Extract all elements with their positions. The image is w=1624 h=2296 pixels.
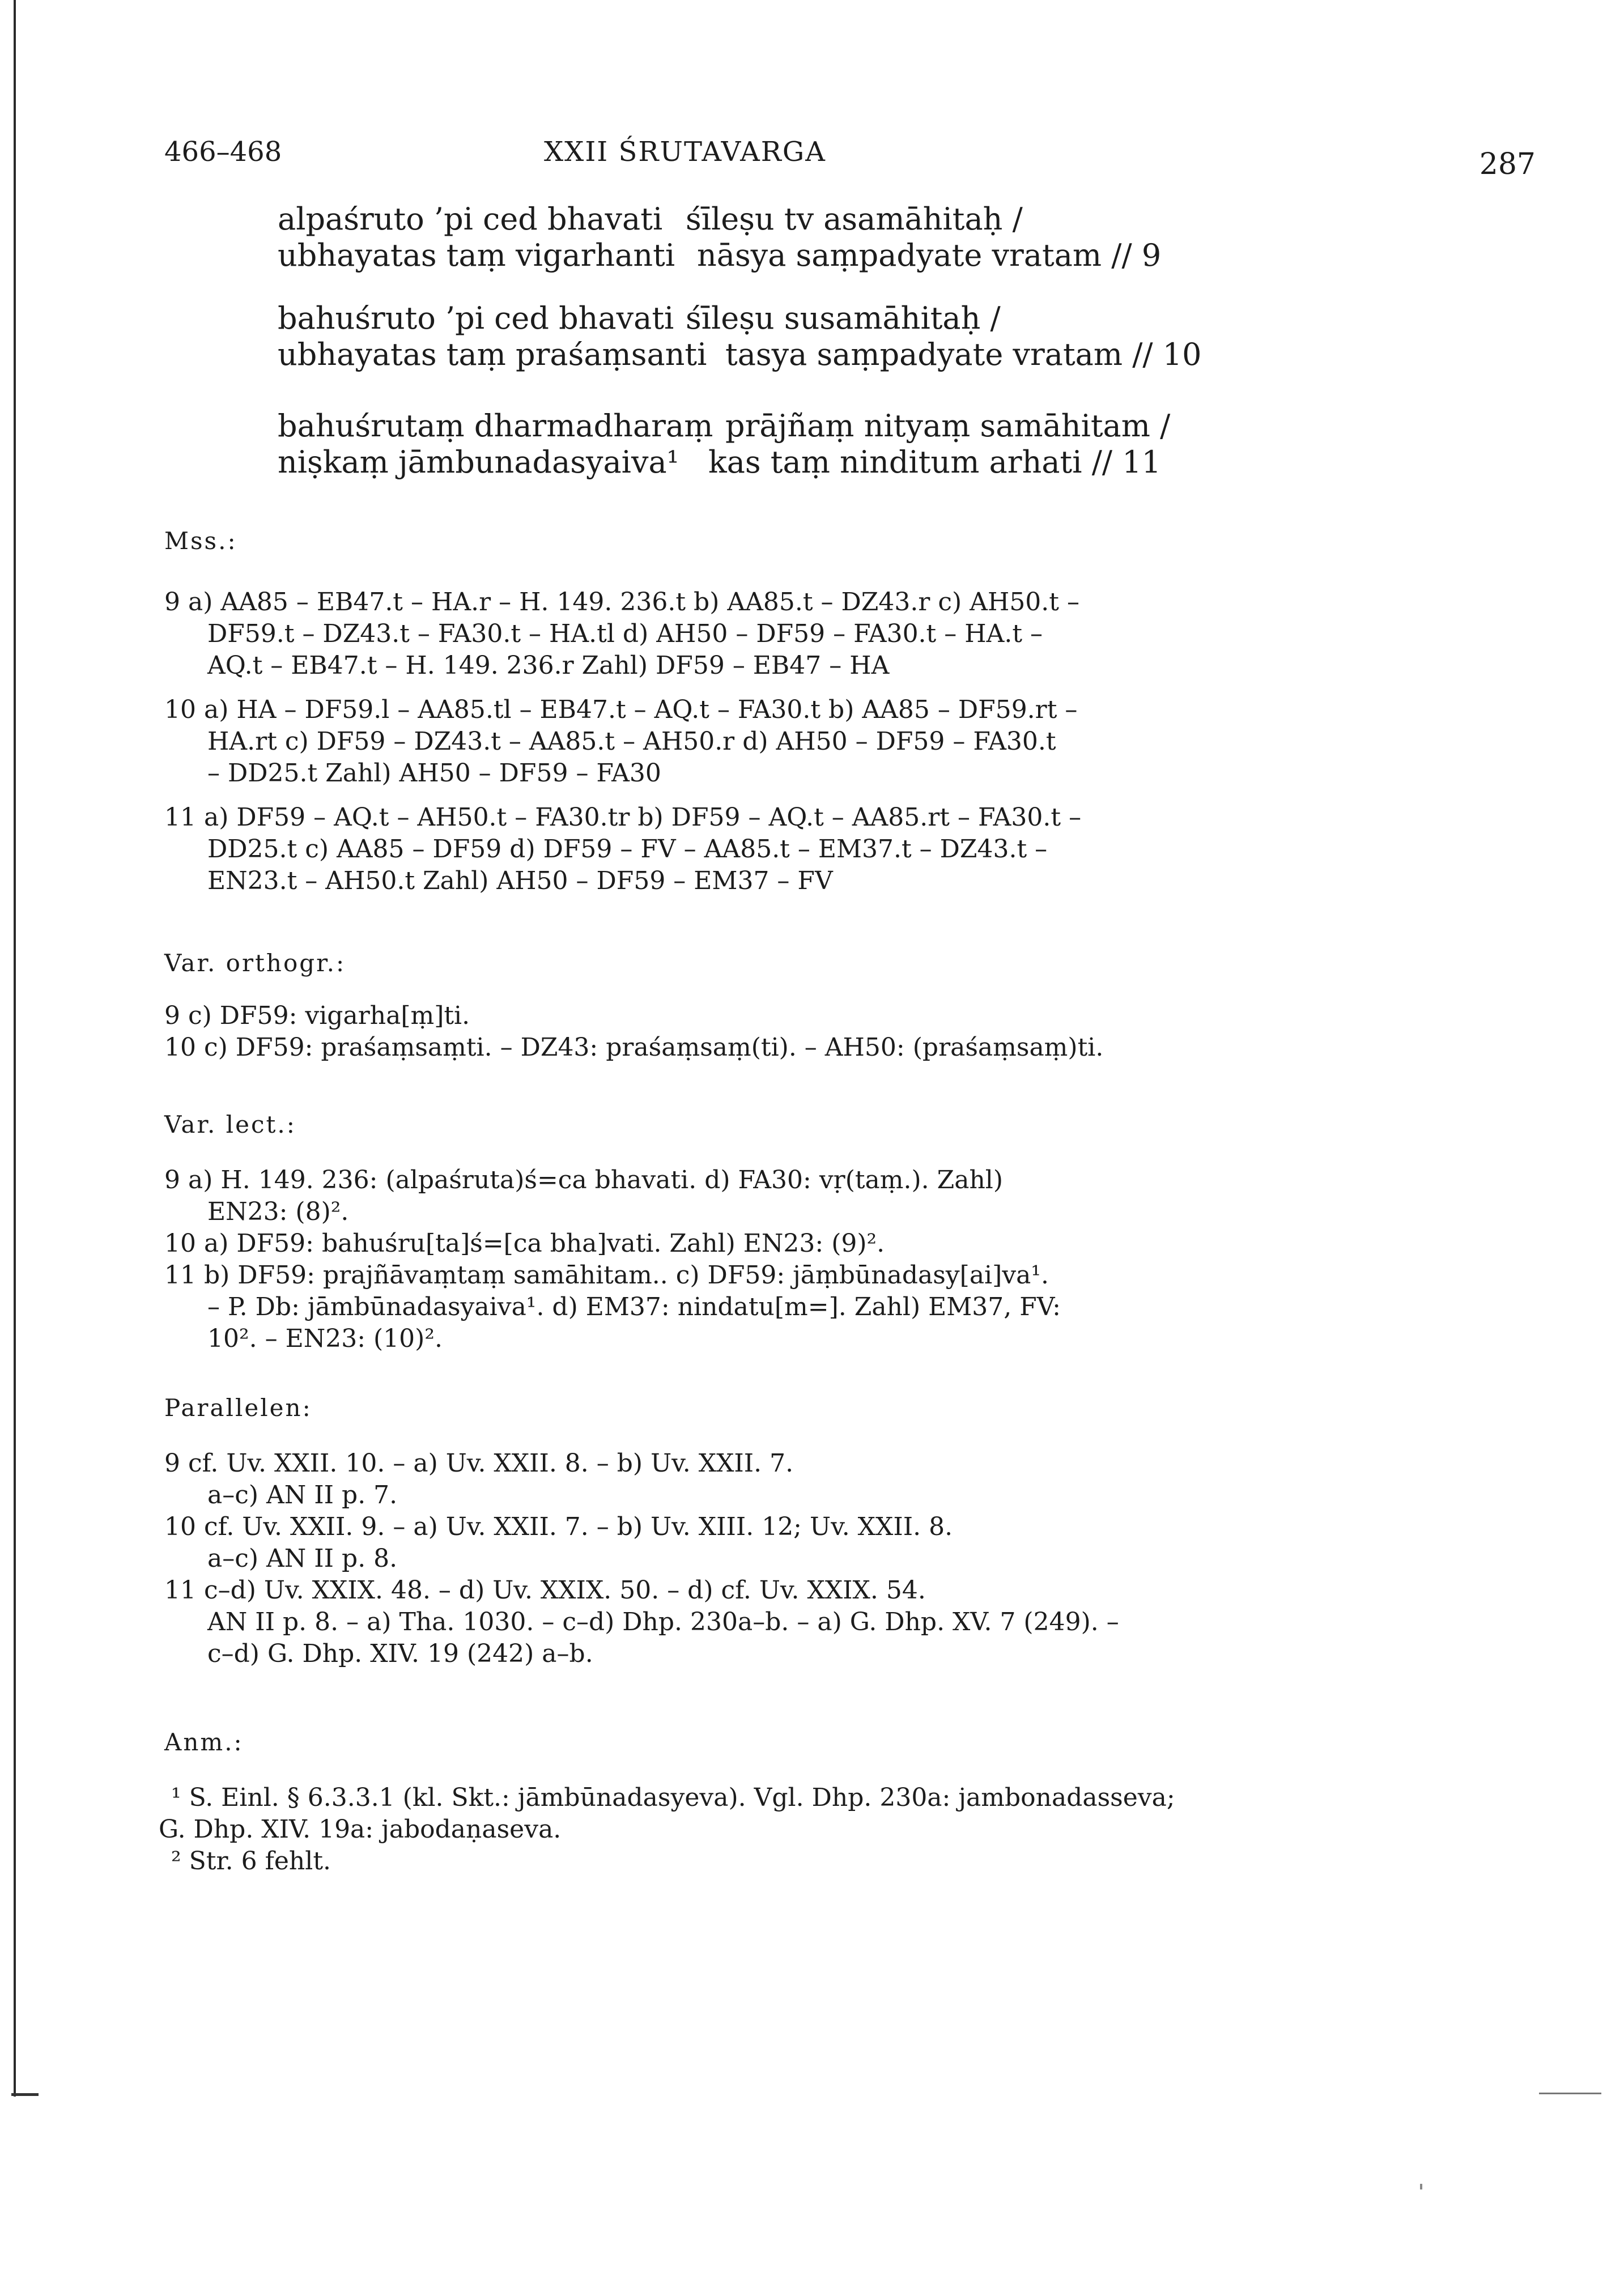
pada-ab: bahuśrutaṃ dharmadharaṃ — [278, 408, 713, 444]
apparatus-line: – DD25.t Zahl) AH50 – DF59 – FA30 — [207, 759, 661, 788]
scan-dot — [1420, 2184, 1422, 2189]
pada-cd: śīleṣu tv asamāhitaḥ / — [686, 201, 1023, 237]
verse-10 — [278, 300, 1411, 373]
section-heading-anm: Anm.: — [164, 1728, 244, 1756]
pada-cd: śīleṣu susamāhitaḥ / — [686, 300, 1001, 336]
apparatus-line: AN II p. 8. – a) Tha. 1030. – c–d) Dhp. 230a–b. – a) G. Dhp. XV. 7 (249). – — [207, 1608, 1119, 1636]
pada-ab: bahuśruto ’pi ced bhavati — [278, 300, 674, 336]
pada-ab: alpaśruto ’pi ced bhavati — [278, 201, 663, 237]
apparatus-line: 10². – EN23: (10)². — [207, 1324, 443, 1353]
apparatus-line: 11 a) DF59 – AQ.t – AH50.t – FA30.tr b) DF59 – AQ.t – AA85.rt – FA30.t – — [164, 803, 1082, 832]
var-orthogr-apparatus — [164, 1000, 1558, 1064]
verse-range: 466–468 — [164, 136, 282, 168]
apparatus-line: 9 c) DF59: vigarha[ṃ]ti. — [164, 1001, 470, 1030]
section-heading-mss: Mss.: — [164, 527, 237, 555]
pada-cd: prājñaṃ nityaṃ samāhitam / — [725, 408, 1171, 444]
apparatus-line: 10 a) DF59: bahuśru[ta]ś=[ca bha]vati. Zahl) EN23: (9)². — [164, 1229, 885, 1258]
apparatus-line: 10 a) HA – DF59.l – AA85.tl – EB47.t – AQ.t – FA30.t b) AA85 – DF59.rt – — [164, 695, 1078, 724]
running-header — [164, 136, 1536, 181]
pada-cd: nāsya saṃpadyate vratam // 9 — [697, 237, 1162, 273]
chapter-title: XXII ŚRUTAVARGA — [544, 136, 826, 168]
apparatus-line: AQ.t – EB47.t – H. 149. 236.r Zahl) DF59 – EB47 – HA — [207, 651, 890, 680]
edge-smudge — [5, 2092, 39, 2100]
verse-line — [278, 201, 1411, 237]
verse-9 — [278, 201, 1411, 274]
apparatus-line: – P. Db: jāmbūnadasyaiva¹. d) EM37: nindatu[m=]. Zahl) EM37, FV: — [207, 1292, 1061, 1321]
pada-cd: tasya saṃpadyate vratam // 10 — [725, 337, 1202, 372]
verse-11 — [278, 408, 1411, 481]
section-heading-var-lect: Var. lect.: — [164, 1111, 296, 1138]
parallelen-apparatus — [164, 1448, 1558, 1670]
pada-ab: niṣkaṃ jāmbunadasyaiva¹ — [278, 444, 679, 480]
apparatus-entry — [164, 586, 1558, 682]
apparatus-line: c–d) G. Dhp. XIV. 19 (242) a–b. — [207, 1639, 593, 1668]
pada-cd: kas taṃ ninditum arhati // 11 — [708, 444, 1161, 480]
verse-line — [278, 444, 1411, 481]
verse-line — [278, 300, 1411, 337]
footnotes — [159, 1782, 1553, 1877]
apparatus-line: 10 cf. Uv. XXII. 9. – a) Uv. XXII. 7. – b) Uv. XIII. 12; Uv. XXII. 8. — [164, 1512, 953, 1541]
verse-line — [278, 337, 1411, 373]
apparatus-line: 9 a) H. 149. 236: (alpaśruta)ś=ca bhavati. d) FA30: vṛ(taṃ.). Zahl) — [164, 1166, 1004, 1194]
apparatus-line: HA.rt c) DF59 – DZ43.t – AA85.t – AH50.r d) AH50 – DF59 – FA30.t — [207, 727, 1056, 756]
apparatus-line: DD25.t c) AA85 – DF59 d) DF59 – FV – AA85.t – EM37.t – DZ43.t – — [207, 835, 1048, 864]
apparatus-line: 11 c–d) Uv. XXIX. 48. – d) Uv. XXIX. 50. – d) cf. Uv. XXIX. 54. — [164, 1576, 926, 1605]
apparatus-entry — [164, 694, 1558, 789]
footnote-line: ¹ S. Einl. § 6.3.3.1 (kl. Skt.: jāmbūnadasyeva). Vgl. Dhp. 230a: jambonadasseva; — [171, 1783, 1175, 1812]
apparatus-line: 9 a) AA85 – EB47.t – HA.r – H. 149. 236.t b) AA85.t – DZ43.r c) AH50.t – — [164, 588, 1079, 616]
apparatus-line: 10 c) DF59: praśaṃsaṃti. – DZ43: praśaṃsaṃ(ti). – AH50: (praśaṃsaṃ)ti. — [164, 1033, 1104, 1062]
mss-apparatus — [164, 586, 1558, 897]
pada-ab: ubhayatas taṃ praśaṃsanti — [278, 337, 707, 372]
apparatus-entry — [164, 802, 1558, 897]
var-lect-apparatus — [164, 1164, 1558, 1355]
pada-ab: ubhayatas taṃ vigarhanti — [278, 237, 675, 273]
apparatus-line: 11 b) DF59: prajñāvaṃtaṃ samāhitam.. c) DF59: jāṃbūnadasy[ai]va¹. — [164, 1261, 1049, 1290]
verse-line — [278, 408, 1411, 444]
apparatus-line: a–c) AN II p. 8. — [207, 1544, 398, 1573]
apparatus-line: 9 cf. Uv. XXII. 10. – a) Uv. XXII. 8. – b) Uv. XXII. 7. — [164, 1449, 794, 1478]
page-edge-line — [14, 0, 16, 2097]
verse-line — [278, 237, 1411, 274]
footnote-line: ² Str. 6 fehlt. — [171, 1847, 331, 1876]
scan-dash-mark — [1539, 2093, 1601, 2094]
apparatus-line: DF59.t – DZ43.t – FA30.t – HA.tl d) AH50 – DF59 – FA30.t – HA.t – — [207, 619, 1043, 648]
section-heading-var-orthogr: Var. orthogr.: — [164, 949, 346, 977]
footnote-line: G. Dhp. XIV. 19a: jabodaṇaseva. — [159, 1815, 562, 1844]
apparatus-line: EN23: (8)². — [207, 1197, 349, 1226]
section-heading-parallelen: Parallelen: — [164, 1394, 312, 1422]
apparatus-line: a–c) AN II p. 7. — [207, 1481, 398, 1510]
apparatus-line: EN23.t – AH50.t Zahl) AH50 – DF59 – EM37 – FV — [207, 866, 833, 895]
page-number: 287 — [1479, 147, 1536, 181]
